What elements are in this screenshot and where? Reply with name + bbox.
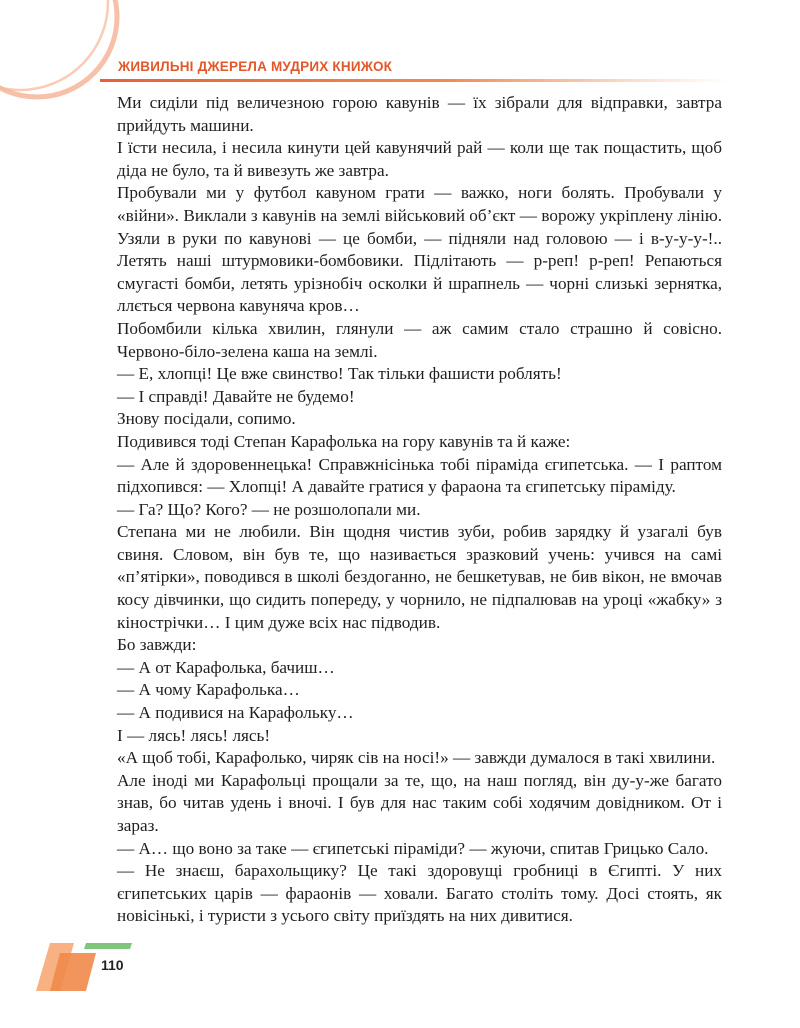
paragraph: «А щоб тобі, Карафолько, чиряк сів на носі!» — завжди думалося в такі хвилини. [117, 748, 716, 768]
paragraph: Бо завжди: [117, 635, 197, 655]
paragraph: — А подивися на Карафольку… [117, 703, 354, 723]
paragraph: — Га? Що? Кого? — не розшолопали ми. [117, 499, 421, 519]
paragraph: Ми сиділи під величезною горою кавунів — їх зібрали для відправки, завтра прийдуть машини. [117, 93, 722, 135]
paragraph: Подивився тоді Степан Карафолька на гору кавунів та й каже: [117, 431, 571, 451]
header-divider [100, 79, 728, 82]
running-header: ЖИВИЛЬНІ ДЖЕРЕЛА МУДРИХ КНИЖОК [118, 59, 393, 74]
paragraph: Степана ми не любили. Він щодня чистив зуби, робив зарядку й узагалі був свиня. Словом, він був те, що називається зразковий учень: учився на самі «п’ятірки», поводився в школі бездоганно, не бешкетував, не бив вікон, не вмочав косу дівчинки, що сидить попереду, у чорнило, не підпалював на уроці «жабку» з кінострічки… І цим дуже всіх нас підводив. [117, 522, 722, 632]
paragraph: Знову посідали, сопимо. [117, 409, 296, 429]
paragraph: І — лясь! лясь! лясь! [117, 725, 271, 745]
paragraph: — Але й здоровеннецька! Справжнісінька тобі піраміда єгипетська. — І раптом підхопився: — Хлопці! А давайте гратися у фараона та єгипетську піраміду. [117, 454, 722, 497]
paragraph: — Е, хлопці! Це вже свинство! Так тільки фашисти роблять! [117, 364, 562, 384]
page-number: 110 [101, 957, 124, 973]
decorative-circles [0, 0, 125, 105]
paragraph: — А… що воно за таке — єгипетські піраміди? — жуючи, спитав Грицько Сало. [117, 838, 709, 858]
paragraph: І їсти несила, і несила кинути цей кавунячий рай — коли ще так пощастить, щоб діда не було, та й вивезуть же завтра. [117, 138, 722, 180]
paragraph: — А от Карафолька, бачиш… [117, 657, 335, 677]
paragraph: — Не знаєш, барахольщику? Це такі здоровущі гробниці в Єгипті. У них єгипетських царів — фараонів — ховали. Багато століть тому. Досі стоять, як новісінькі, і туристи з усього світу приїздять на них дивитися. [117, 861, 722, 926]
paragraph: Пробували ми у футбол кавуном грати — важко, ноги болять. Пробували у «війни». Виклали з кавунів на землі військовий об’єкт — ворожу укріплену лінію. Узяли в руки по кавунові — це бомби, — підняли над головою — і в-у-у-у-!.. Летять наші штурмовики-бомбовики. Підлітають — р-реп! р-реп! Репаються смугасті бомби, летять урізнобіч осколки й шрапнель — чорні слизькі зернятка, ллється червона кавуняча кров… [117, 183, 722, 316]
paragraph: Але іноді ми Карафольці прощали за те, що, на наш погляд, він ду-у-же багато знав, бо читав удень і вночі. І був для нас таким собі ходячим довідником. От і зараз. [117, 770, 722, 835]
paragraph: — І справді! Давайте не будемо! [117, 386, 355, 406]
page-body [117, 92, 722, 928]
paragraph: Побомбили кілька хвилин, глянули — аж самим стало страшно й совісно. Червоно-біло-зелена каша на землі. [117, 318, 722, 361]
paragraph: — А чому Карафолька… [117, 680, 300, 700]
